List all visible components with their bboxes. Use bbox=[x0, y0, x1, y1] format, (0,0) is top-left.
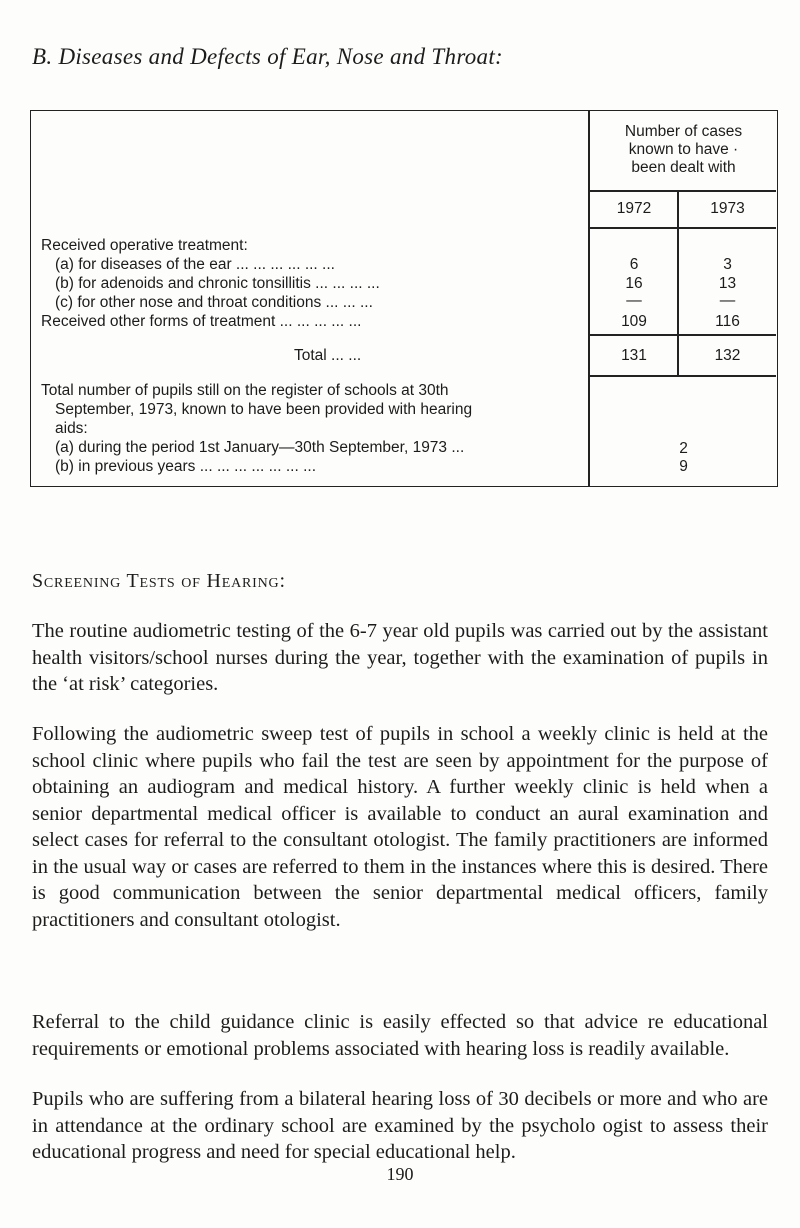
hearing-aids-line-3: aids: bbox=[55, 420, 88, 437]
row-ear-label: (a) for diseases of the ear ... ... ... ... ... ... bbox=[55, 256, 335, 273]
row-other-nose-label: (c) for other nose and throat conditions ... ... ... bbox=[55, 294, 373, 311]
screening-title: Screening Tests of Hearing: bbox=[32, 570, 286, 592]
page-number: 190 bbox=[386, 1164, 414, 1184]
table-rule-total-bottom bbox=[588, 375, 776, 377]
row-other-nose-1972: — bbox=[626, 292, 642, 309]
hearing-aids-row-b-label: (b) in previous years ... ... ... ... ... ... ... bbox=[55, 458, 316, 475]
header-line-2: known to have · bbox=[628, 141, 739, 158]
paragraph-sweep-test: Following the audiometric sweep test of pupils in school a weekly clinic is held at the school clinic where pupils who fail the test are seen by appointment for the purpose of obtaining an audiogram and medical history. A further weekly clinic is held when a senior departmental medical officer is available to conduct an aural examination and select cases for referral to the consultant otologist. The family practitioners are informed in the usual way or cases are referred to them in the instances where this is desired. There is good communication between the senior departmental medical officers, family practitioners and consultant otologist. bbox=[32, 723, 768, 931]
paragraph-referral: Referral to the child guidance clinic is easily effected so that advice re educational requirements or emotional problems associated with hearing loss is readily available. bbox=[32, 1011, 768, 1060]
hearing-aids-row-b-value: 9 bbox=[679, 458, 688, 475]
operative-heading: Received operative treatment: bbox=[41, 237, 248, 254]
hearing-aids-line-1: Total number of pupils still on the register of schools at 30th bbox=[41, 382, 449, 399]
header-line-3: been dealt with bbox=[631, 159, 736, 176]
paragraph-bilateral-loss: Pupils who are suffering from a bilateral hearing loss of 30 decibels or more and who are in attendance at the ordinary school are examined by the psycholo ogist to assess their educational progress and need for special educational help. bbox=[32, 1088, 768, 1163]
row-other-treatment-1973: 116 bbox=[715, 313, 740, 330]
hearing-aids-row-a-value: 2 bbox=[679, 440, 688, 457]
row-ear-1973: 3 bbox=[723, 256, 732, 273]
table-column-header bbox=[591, 123, 776, 177]
table-rule-years bbox=[588, 227, 776, 229]
paragraph-routine-testing: The routine audiometric testing of the 6-7 year old pupils was carried out by the assistant health visitors/school nurses during the year, together with the examination of pupils in the ‘at risk’ categories. bbox=[32, 620, 768, 695]
year-1973-header: 1973 bbox=[710, 200, 745, 217]
table-rule-header bbox=[588, 190, 776, 192]
row-other-treatment-label: Received other forms of treatment ... ... ... ... ... bbox=[41, 313, 362, 330]
hearing-aids-line-2: September, 1973, known to have been provided with hearing bbox=[55, 401, 473, 418]
hearing-aids-row-a-label: (a) during the period 1st January—30th September, 1973 ... bbox=[55, 439, 465, 456]
row-other-nose-1973: — bbox=[719, 292, 736, 309]
year-1972-header: 1972 bbox=[616, 200, 652, 217]
row-adenoids-label: (b) for adenoids and chronic tonsillitis ... ... ... ... bbox=[55, 275, 380, 292]
header-line-1: Number of cases bbox=[624, 123, 743, 140]
table-divider-main bbox=[588, 111, 590, 486]
row-adenoids-1972: 16 bbox=[625, 275, 643, 292]
row-other-treatment-1972: 109 bbox=[621, 313, 647, 330]
total-1973: 132 bbox=[714, 347, 741, 364]
table-rule-total-top bbox=[588, 334, 776, 336]
row-adenoids-1973: 13 bbox=[718, 275, 737, 292]
row-ear-1972: 6 bbox=[629, 256, 639, 273]
treatment-table bbox=[30, 110, 778, 487]
total-label: Total ... ... bbox=[294, 347, 362, 364]
total-1972: 131 bbox=[621, 347, 647, 364]
section-heading: B. Diseases and Defects of Ear, Nose and Throat: bbox=[32, 44, 503, 69]
